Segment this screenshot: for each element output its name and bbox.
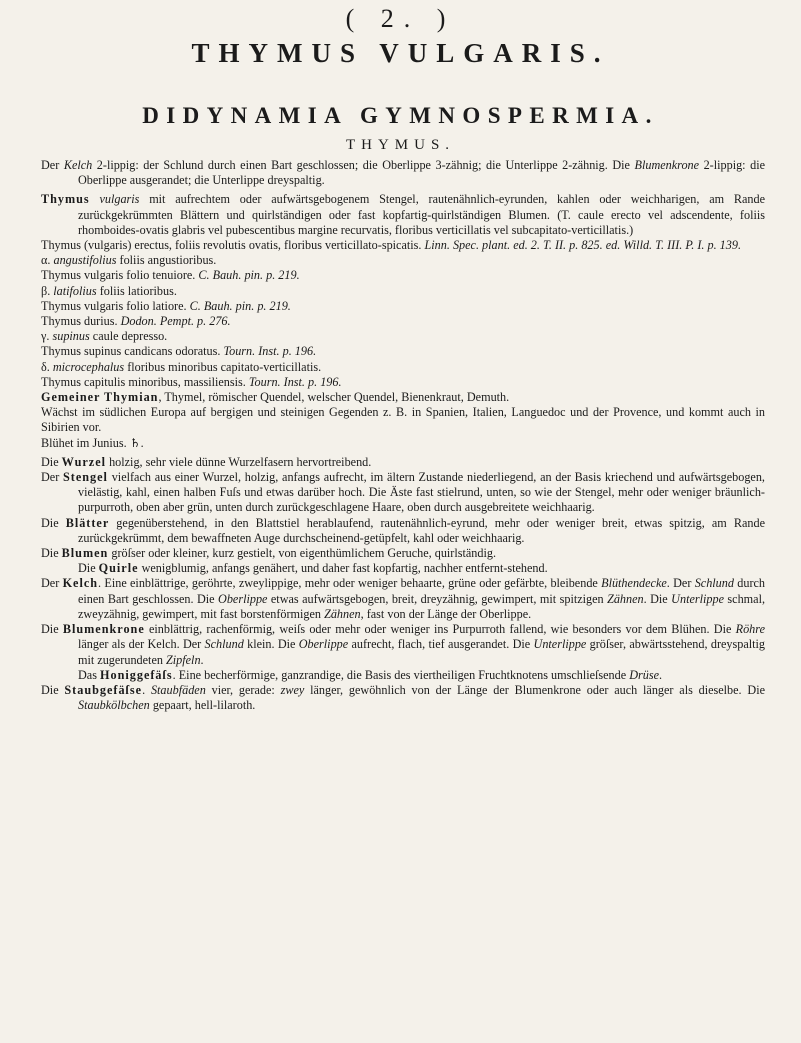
section-blumen: Die Blumen gröſser oder kleiner, kurz gestielt, von eigenthümlichem Geruche, quirlständig.: [41, 546, 496, 561]
genus-description: Der Kelch 2-lippig: der Schlund durch einen Bart geschlossen; die Oberlippe 3-zähnig; die Unterlippe 2-zähnig. Die Blumenkrone 2-lippig: die Oberlippe ausgerandet; die Unterlippe dreyspaltig.: [41, 158, 765, 188]
species-title: THYMUS VULGARIS.: [191, 38, 610, 68]
section-honiggefaess: Das Honiggefäſs. Eine becherförmige, ganzrandige, die Basis des viertheiligen Fruchtknotens umschlieſsende Drüse.: [78, 667, 663, 682]
section-staubgefaesse: Die Staubgefäſse. Staubfäden vier, gerade: zwey länger, gewöhnlich von der Länge der Blumenkrone oder auch länger als dieselbe. Die Staubkölbchen gepaart, hell-lilaroth.: [41, 682, 766, 713]
species-description: Thymus vulgaris mit aufrechtem oder aufwärtsgebogenem Stengel, rautenähnlich-eyrunden, kahlen oder weichharigen, am Rande zurückgekrümmten Blättern und quirlständigen oder fast kopfartig-quirlständigen Blumen. (T. caule erecto vel adscendente, foliis rhomboides-ovatis glabris vel pubescentibus margine recurvatis, floribus verticillatis vel subcapitato-verticillatis.): [41, 192, 766, 237]
section-kelch: Der Kelch. Eine einblättrige, geröhrte, zweylippige, mehr oder weniger behaarte, grüne oder gefärbte, bleibende Blüthendecke. Der Schlund durch einen Bart geschlossen. Die Oberlippe etwas aufwärtsgebogen, breit, dreyzähnig, gewimpert, mit spitzigen Zähnen. Die Unterlippe schmal, zweyzähnig, gewimpert, mit fast borstenförmigen Zähnen, fast von der Länge der Oberlippe.: [41, 576, 766, 621]
variety-beta-synonym: Thymus vulgaris folio latiore. C. Bauh. pin. p. 219.: [41, 298, 291, 313]
variety-gamma: γ. supinus caule depresso.: [41, 329, 168, 344]
body-text: [41, 158, 765, 713]
section-stengel: Der Stengel vielfach aus einer Wurzel, holzig, anfangs aufrecht, im ältern Zustande niederliegend, an der Basis kriechend und aufwärtsgebogen, vielästig, kahl, einen halben Fuſs und etwas darüber hoch. Die Äste fast stielrund, unten, so wie der Stengel, mehr oder weniger bräunlich-purpurroth, oben aber grün, unten durch zurückgeschlagene Haare, oben durch ausgebreitete weichhaarig.: [41, 470, 765, 515]
variety-delta: δ. microcephalus floribus minoribus capitato-verticillatis.: [41, 359, 322, 374]
variety-beta: β. latifolius foliis latioribus.: [41, 283, 177, 298]
common-names: Gemeiner Thymian, Thymel, römischer Quendel, welscher Quendel, Bienenkraut, Demuth.: [41, 390, 510, 405]
variety-alpha-synonym: Thymus vulgaris folio tenuiore. C. Bauh. pin. p. 219.: [41, 268, 300, 283]
habitat: Wächst im südlichen Europa auf bergigen und steinigen Gegenden z. B. in Spanien, Italien, Languedoc und der Provence, und kommt auch in Sibirien vor.: [41, 405, 765, 435]
genus-header: THYMUS.: [345, 137, 456, 153]
variety-beta-synonym-2: Thymus durius. Dodon. Pempt. p. 276.: [41, 314, 231, 329]
section-quirle: Die Quirle wenigblumig, anfangs genähert, und daher fast kopfartig, nachher entfernt-stehend.: [78, 561, 548, 576]
section-wurzel: Die Wurzel holzig, sehr viele dünne Wurzelfasern hervortreibend.: [41, 454, 372, 469]
variety-alpha: α. angustifolius foliis angustioribus.: [41, 253, 217, 268]
synonym-linne: Thymus (vulgaris) erectus, foliis revolutis ovatis, floribus verticillato-spicatis. Linn. Spec. plant. ed. 2. T. II. p. 825. ed. Willd. T. III. P. I. p. 139.: [41, 238, 742, 253]
flowering-time: Blühet im Junius. ♄.: [41, 435, 144, 450]
page-number: ( 2. ): [345, 4, 456, 33]
section-blumenkrone: Die Blumenkrone einblättrig, rachenförmig, weiſs oder mehr oder weniger ins Purpurroth fallend, wie besonders vor dem Blühen. Die Röhre länger als der Kelch. Der Schlund klein. Die Oberlippe aufrecht, flach, tief ausgerandet. Die Unterlippe gröſser, abwärtsstehend, dreyspaltig mit zugerundeten Zipfeln.: [41, 622, 765, 667]
variety-delta-synonym: Thymus capitulis minoribus, massiliensis. Tourn. Inst. p. 196.: [41, 374, 342, 389]
section-blaetter: Die Blätter gegenüberstehend, in den Blattstiel herablaufend, rautenähnlich-eyrund, mehr oder weniger breit, etwas spitzig, am Rande zurückgekrümmt, dem bewaffneten Auge durchscheinend-getüpfelt, kahl oder weichhaarig.: [41, 515, 765, 545]
class-title: DIDYNAMIA GYMNOSPERMIA.: [142, 103, 659, 128]
variety-gamma-synonym: Thymus supinus candicans odoratus. Tourn. Inst. p. 196.: [41, 344, 317, 359]
